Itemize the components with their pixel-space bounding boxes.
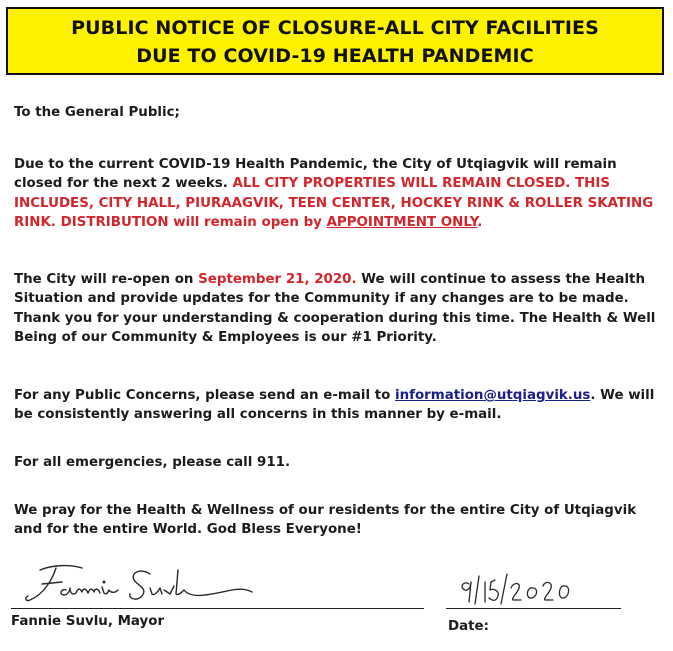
notice-banner: [6, 7, 664, 75]
date-label: Date:: [448, 619, 489, 634]
reopen-date: September 21, 2020.: [198, 272, 357, 287]
reopen-details: We will continue to assess the Health Situation and provide updates for the Community if any changes are to be made. Thank you for your understanding & cooperation during this time. The Health & Well Being of our Community & Employees is our #1 Priority.: [14, 272, 656, 345]
appointment-only-text: APPOINTMENT ONLY: [326, 214, 478, 230]
closure-text: Due to the current COVID-19 Health Pandemic, the City of Utqiagvik will remain closed for the next 2 weeks.: [14, 157, 617, 192]
signer-name: Fannie Suvlu, Mayor: [11, 614, 165, 629]
paragraph-concerns: [14, 386, 664, 425]
handwritten-signature: [22, 560, 262, 610]
date-line: [446, 608, 621, 609]
concerns-text-end: . We will be consistently answering all concerns in this manner by e-mail.: [14, 388, 655, 423]
closure-red-end: .: [477, 214, 483, 230]
email-link[interactable]: information@utqiagvik.us: [395, 388, 591, 403]
signature-line: [11, 608, 424, 609]
greeting: To the General Public;: [14, 105, 180, 120]
paragraph-emergencies: For all emergencies, please call 911.: [14, 455, 291, 470]
concerns-text: For any Public Concerns, please send an e-mail to: [14, 388, 391, 403]
handwritten-date: [455, 570, 605, 606]
paragraph-closure: [14, 155, 664, 232]
paragraph-prayer: We pray for the Health & Wellness of our residents for the entire City of Utqiagvik and for the entire World. God Bless Everyone!: [14, 503, 637, 538]
banner-title-line-2: DUE TO COVID-19 HEALTH PANDEMIC: [136, 45, 534, 67]
banner-title-line-1: PUBLIC NOTICE OF CLOSURE-ALL CITY FACILITIES: [71, 17, 599, 39]
reopen-text: The City will re-open on: [14, 272, 194, 287]
paragraph-reopen: [14, 270, 664, 347]
closure-red-text: ALL CITY PROPERTIES WILL REMAIN CLOSED. THIS INCLUDES, CITY HALL, PIURAAGVIK, TEEN CENTER, HOCKEY RINK & ROLLER SKATING RINK. DISTRIBUTION will remain open by: [14, 176, 654, 230]
